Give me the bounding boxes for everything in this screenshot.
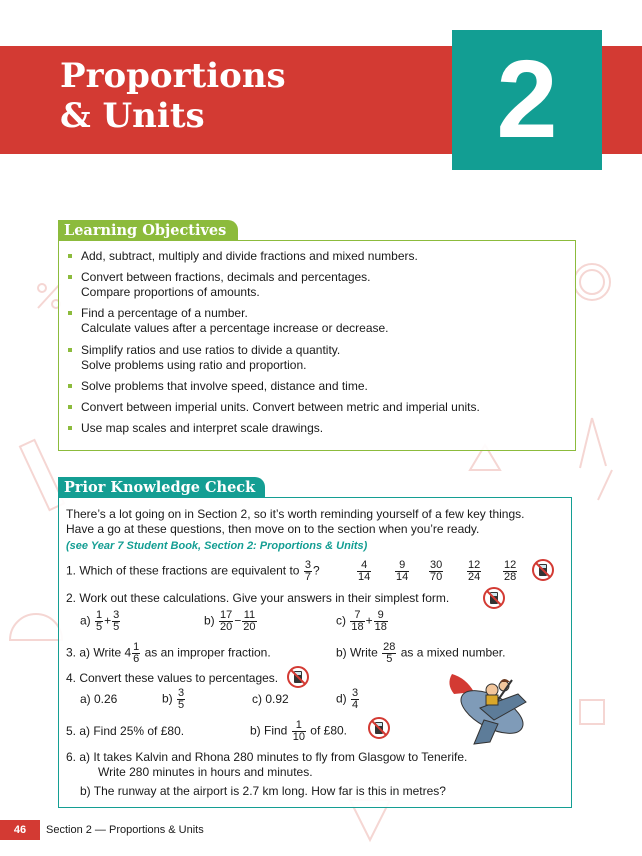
percent-doodle-icon: [38, 284, 60, 308]
denominator: 4: [352, 699, 359, 711]
question-4c: c) 0.92: [252, 692, 289, 706]
learning-objectives-tab: Learning Objectives: [58, 220, 238, 241]
question-1: [66, 560, 320, 583]
part-label: b): [162, 691, 173, 706]
denominator: 5: [178, 699, 185, 711]
objective-line: Add, subtract, multiply and divide fractions and mixed numbers.: [81, 249, 418, 263]
question-4-text: 4. Convert these values to percentages.: [66, 671, 279, 685]
numerator: 7: [350, 610, 364, 622]
objective-line: Simplify ratios and use ratios to divide a quantity.: [81, 342, 341, 357]
bullet-icon: [68, 275, 72, 279]
objective-item: [67, 270, 567, 300]
numerator: 1: [133, 641, 140, 653]
q1-option: [466, 560, 482, 583]
objective-line: Compare proportions of amounts.: [81, 285, 260, 300]
title-line-2: & Units: [60, 96, 205, 136]
no-calculator-icon: [532, 559, 554, 581]
learning-objectives-box: [58, 240, 576, 451]
objective-item: [67, 306, 567, 336]
question-mark: ?: [312, 563, 320, 578]
denominator: 10: [292, 731, 305, 743]
denominator: 20: [220, 621, 233, 633]
numerator: 11: [243, 609, 256, 621]
title-line-1: Proportions: [60, 56, 286, 96]
denominator: 28: [504, 571, 517, 583]
numerator: 3: [178, 687, 185, 699]
question-5b: [250, 720, 347, 743]
question-5a: 5. a) Find 25% of £80.: [66, 724, 185, 738]
question-5b-suffix: of £80.: [310, 723, 347, 738]
denominator: 7: [304, 571, 311, 583]
objective-line: Solve problems using ratio and proportion.: [81, 357, 307, 372]
objective-item: [67, 421, 567, 436]
bullet-icon: [68, 405, 72, 409]
denominator: 14: [358, 571, 371, 583]
question-3a: [66, 642, 271, 665]
operator: −: [234, 613, 242, 628]
bullet-icon: [68, 254, 72, 258]
numerator: 9: [395, 560, 409, 572]
numerator: 4: [357, 560, 371, 572]
question-2c: [336, 610, 389, 633]
dice-doodle-icon: [580, 700, 604, 724]
page-number: 46: [0, 820, 40, 840]
question-4b: [162, 688, 186, 711]
cartoon-plane-illustration: [440, 660, 535, 750]
fraction: [304, 560, 312, 583]
denominator: 14: [396, 571, 409, 583]
objective-line: Calculate values after a percentage increase or decrease.: [81, 321, 389, 336]
part-label: a): [80, 613, 91, 628]
objective-item: [67, 379, 567, 394]
question-5b-text: b) Find: [250, 723, 288, 738]
pk-reference: (see Year 7 Student Book, Section 2: Proportions & Units): [66, 540, 368, 552]
bullet-icon: [68, 426, 72, 430]
pencil-doodle-icon: [598, 470, 612, 500]
question-2-text: 2. Work out these calculations. Give your answers in their simplest form.: [66, 591, 450, 605]
question-3b-suffix: as a mixed number.: [400, 645, 506, 660]
numerator: 3: [304, 559, 311, 571]
q1-option: [394, 560, 410, 583]
section-number: 2: [496, 38, 558, 161]
numerator: 1: [292, 720, 306, 732]
question-4a: a) 0.26: [80, 692, 118, 706]
question-4d: [336, 688, 360, 711]
numerator: 3: [113, 609, 120, 621]
pk-intro-line-2: Have a go at these questions, then move on to the section when you’re ready.: [66, 522, 480, 536]
question-3a-suffix: as an improper fraction.: [144, 645, 271, 660]
part-label: d): [336, 691, 347, 706]
denominator: 5: [113, 621, 120, 633]
numerator: 17: [220, 609, 233, 621]
q1-option: [428, 560, 444, 583]
q1-option: [502, 560, 518, 583]
numerator: 3: [352, 687, 359, 699]
pk-intro-line-1: There’s a lot going on in Section 2, so it’s worth reminding yourself of a few key things.: [66, 507, 525, 521]
numerator: 9: [374, 610, 388, 622]
question-1-text: 1. Which of these fractions are equivalent to: [66, 563, 300, 578]
q1-option: [356, 560, 372, 583]
denominator: 5: [96, 621, 103, 633]
objective-item: [67, 400, 567, 415]
learning-objectives-list: [67, 249, 567, 442]
objective-item: [67, 343, 567, 373]
part-label: b): [204, 613, 215, 628]
prior-knowledge-tab: Prior Knowledge Check: [58, 477, 265, 498]
question-6a-line-1: 6. a) It takes Kalvin and Rhona 280 minutes to fly from Glasgow to Tenerife.: [66, 750, 468, 764]
denominator: 70: [430, 571, 443, 583]
operator: +: [104, 613, 112, 628]
numerator: 12: [504, 559, 517, 571]
numerator: 28: [383, 641, 396, 653]
compass-doodle-icon: [580, 418, 606, 468]
denominator: 18: [351, 621, 364, 633]
question-6a-line-2: Write 280 minutes in hours and minutes.: [98, 765, 313, 779]
denominator: 24: [468, 571, 481, 583]
denominator: 6: [133, 653, 140, 665]
denominator: 18: [374, 621, 387, 633]
bullet-icon: [68, 348, 72, 352]
objective-item: [67, 249, 567, 264]
objective-line: Use map scales and interpret scale drawings.: [81, 421, 324, 436]
bullet-icon: [68, 311, 72, 315]
denominator: 5: [386, 653, 393, 665]
bullet-icon: [68, 384, 72, 388]
question-2a: [80, 610, 121, 633]
question-3b-text: b) Write: [336, 645, 378, 660]
numerator: 12: [468, 559, 481, 571]
part-label: c): [336, 613, 346, 628]
protractor-doodle-icon: [10, 614, 62, 640]
footer-section-label: Section 2 — Proportions & Units: [46, 824, 204, 836]
objective-line: Solve problems that involve speed, distance and time.: [81, 378, 368, 393]
no-calculator-icon: [483, 587, 505, 609]
objective-line: Convert between fractions, decimals and percentages.: [81, 270, 371, 285]
objective-line: Convert between imperial units. Convert between metric and imperial units.: [81, 399, 480, 414]
question-2b: [204, 610, 258, 633]
pound-coin-doodle-icon: [574, 264, 610, 300]
question-6b: b) The runway at the airport is 2.7 km long. How far is this in metres?: [80, 784, 446, 798]
operator: +: [365, 613, 373, 628]
question-3a-text: 3. a) Write 4: [66, 645, 132, 660]
objective-line: Find a percentage of a number.: [81, 306, 248, 321]
no-calculator-icon: [287, 666, 309, 688]
denominator: 20: [243, 621, 256, 633]
numerator: 1: [96, 609, 103, 621]
numerator: 30: [430, 559, 443, 571]
no-calculator-icon: [368, 717, 390, 739]
